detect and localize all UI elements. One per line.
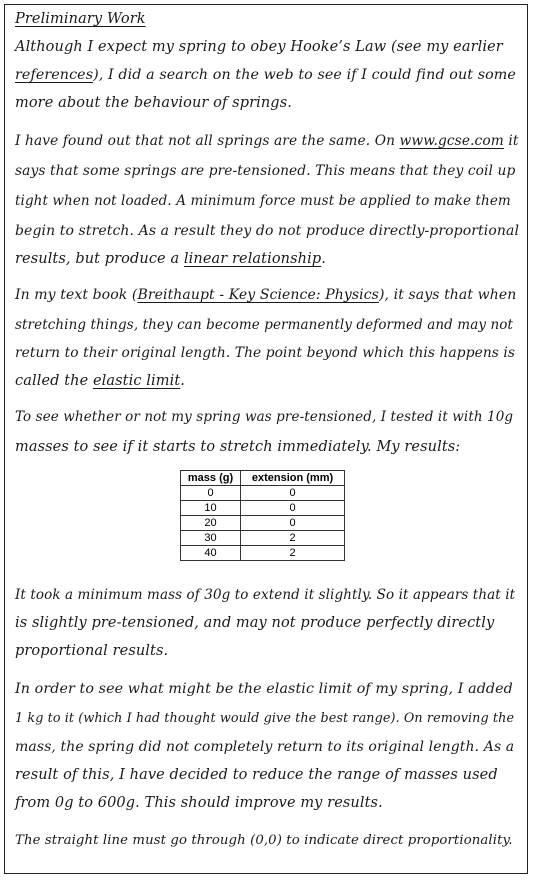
paragraph-line: more about the behaviour of springs. xyxy=(15,95,292,111)
paragraph-line: mass, the spring did not completely return to its original length. As a xyxy=(15,739,515,755)
paragraph-line: called the elastic limit. xyxy=(15,373,185,389)
results-table xyxy=(180,470,345,561)
paragraph-line: masses to see if it starts to stretch immediately. My results: xyxy=(15,439,461,455)
paragraph-line: To see whether or not my spring was pre-tensioned, I tested it with 10g xyxy=(15,409,514,425)
paragraph-line: begin to stretch. As a result they do not produce directly-proportional xyxy=(15,223,520,239)
paragraph-line: results, but produce a linear relationship. xyxy=(15,251,326,267)
table-row: 10 0 xyxy=(181,501,345,516)
table-row: 20 0 xyxy=(181,516,345,531)
paragraph-line: tight when not loaded. A minimum force must be applied to make them xyxy=(15,193,511,209)
column-header-mass: mass (g) xyxy=(181,471,241,486)
paragraph-line: stretching things, they can become permanently deformed and may not xyxy=(15,317,514,333)
column-header-extension: extension (mm) xyxy=(241,471,345,486)
paragraph-line: references), I did a search on the web to see if I could find out some xyxy=(15,67,516,83)
paragraph-line: result of this, I have decided to reduce the range of masses used xyxy=(15,767,498,783)
references-link: references xyxy=(15,67,94,83)
table-row: 40 2 xyxy=(181,546,345,561)
paragraph-line: return to their original length. The point beyond which this happens is xyxy=(15,345,516,361)
page-title: Preliminary Work xyxy=(15,11,146,27)
paragraph-line: I have found out that not all springs are the same. On www.gcse.com it xyxy=(15,133,519,149)
paragraph-line: is slightly pre-tensioned, and may not produce perfectly directly xyxy=(15,615,495,631)
table-header-row xyxy=(181,471,345,486)
paragraph-line: says that some springs are pre-tensioned. This means that they coil up xyxy=(15,163,516,179)
paragraph-line: In order to see what might be the elastic limit of my spring, I added xyxy=(15,681,513,697)
table-row: 0 0 xyxy=(181,486,345,501)
paragraph-line: Although I expect my spring to obey Hooke’s Law (see my earlier xyxy=(15,39,503,55)
notebook-page xyxy=(4,4,528,874)
paragraph-line: from 0g to 600g. This should improve my results. xyxy=(15,795,383,811)
paragraph-line: 1 kg to it (which I had thought would give the best range). On removing the xyxy=(15,711,515,726)
table-row: 30 2 xyxy=(181,531,345,546)
textbook-reference: Breithaupt - Key Science: Physics xyxy=(137,287,379,303)
website-reference: www.gcse.com xyxy=(399,133,504,149)
elastic-limit-term: elastic limit xyxy=(92,373,181,389)
paragraph-line: The straight line must go through (0,0) to indicate direct proportionality. xyxy=(15,833,513,848)
paragraph-line: It took a minimum mass of 30g to extend it slightly. So it appears that it xyxy=(15,587,516,603)
linear-relationship-term: linear relationship xyxy=(183,251,322,267)
paragraph-line: proportional results. xyxy=(15,643,169,659)
paragraph-line: In my text book (Breithaupt - Key Science: Physics), it says that when xyxy=(15,287,517,303)
